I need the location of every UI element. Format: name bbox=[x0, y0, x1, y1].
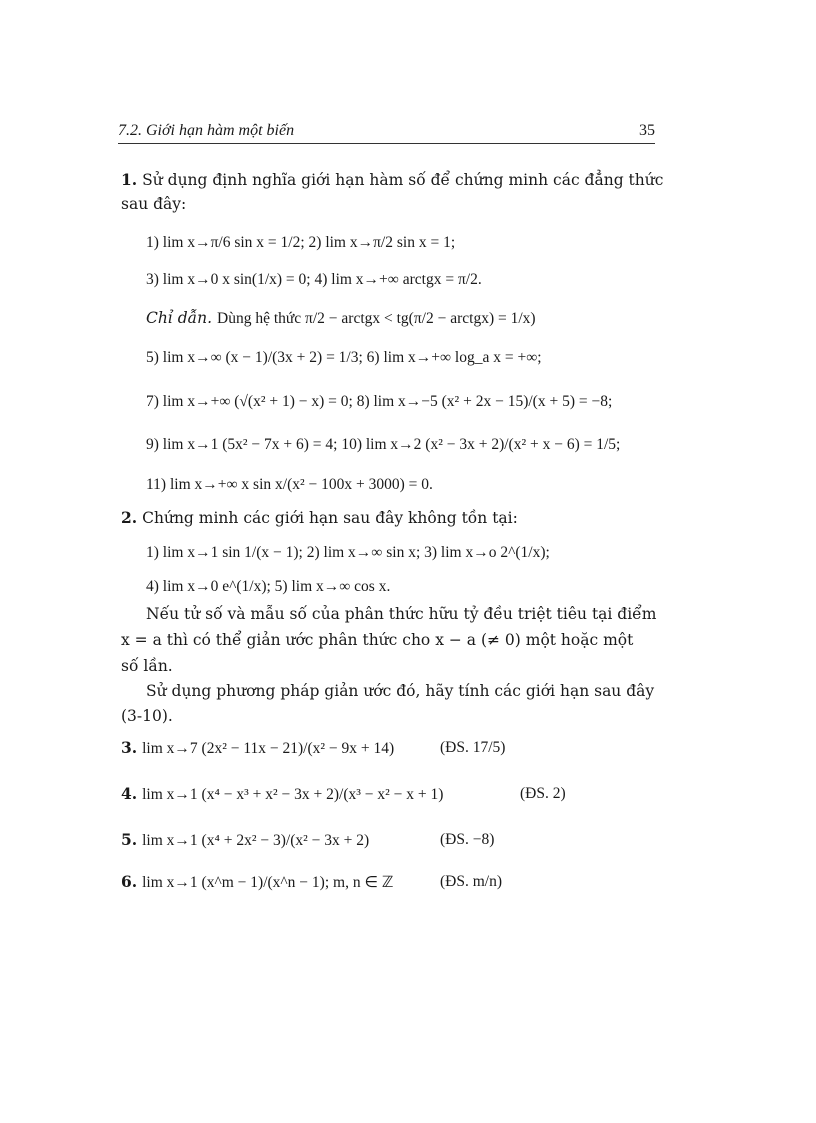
problem-1-item-9-10: 9) lim x→1 (5x² − 7x + 6) = 4; 10) lim x→2 (x² − 3x + 2)/(x² + x − 6) = 1/5; bbox=[146, 436, 621, 453]
problem-1-item-7-8: 7) lim x→+∞ (√(x² + 1) − x) = 0; 8) lim x→−5 (x² + 2x − 15)/(x + 5) = −8; bbox=[146, 393, 613, 410]
hint-text: Dùng hệ thức π/2 − arctgx < tg(π/2 − arctgx) = 1/x) bbox=[217, 310, 536, 327]
problem-1-item-11: 11) lim x→+∞ x sin x/(x² − 100x + 3000) = 0. bbox=[146, 476, 433, 493]
hint-label: Chỉ dẫn. bbox=[146, 309, 213, 327]
exercise-5-answer: (ĐS. −8) bbox=[440, 831, 495, 848]
problem-2-item-4-5: 4) lim x→0 e^(1/x); 5) lim x→∞ cos x. bbox=[146, 578, 391, 595]
exercise-3-number: 3. bbox=[121, 738, 138, 757]
problem-2-text: Chứng minh các giới hạn sau đây không tồn tại: bbox=[142, 509, 518, 527]
problem-1-item-5-6: 5) lim x→∞ (x − 1)/(3x + 2) = 1/3; 6) lim x→+∞ log_a x = +∞; bbox=[146, 349, 542, 366]
problem-1-intro-line1 bbox=[121, 170, 663, 190]
exercise-6-answer: (ĐS. m/n) bbox=[440, 873, 502, 890]
exercise-4 bbox=[121, 784, 443, 805]
problem-1-hint bbox=[146, 308, 536, 329]
paragraph-1-line-1: Nếu tử số và mẫu số của phân thức hữu tỷ đều triệt tiêu tại điểm bbox=[146, 605, 657, 623]
paragraph-1-line-3: số lần. bbox=[121, 657, 173, 675]
problem-2-number: 2. bbox=[121, 508, 138, 527]
exercise-6-expr: lim x→1 (x^m − 1)/(x^n − 1); m, n ∈ ℤ bbox=[142, 874, 394, 891]
page-number: 35 bbox=[639, 122, 655, 139]
header-rule bbox=[118, 143, 655, 144]
paragraph-2-line-1: Sử dụng phương pháp giản ước đó, hãy tính các giới hạn sau đây bbox=[146, 682, 655, 700]
exercise-3-answer: (ĐS. 17/5) bbox=[440, 739, 506, 756]
section-title: 7.2. Giới hạn hàm một biến bbox=[118, 122, 295, 139]
problem-1-item-3-4: 3) lim x→0 x sin(1/x) = 0; 4) lim x→+∞ arctgx = π/2. bbox=[146, 271, 482, 288]
problem-1-item-1-2: 1) lim x→π/6 sin x = 1/2; 2) lim x→π/2 sin x = 1; bbox=[146, 234, 456, 251]
exercise-5 bbox=[121, 830, 369, 851]
problem-2-intro bbox=[121, 508, 518, 528]
paragraph-1-line-2: x = a thì có thể giản ước phân thức cho x − a (≠ 0) một hoặc một bbox=[121, 631, 634, 649]
running-head bbox=[118, 122, 655, 142]
exercise-4-expr: lim x→1 (x⁴ − x³ + x² − 3x + 2)/(x³ − x² − x + 1) bbox=[142, 786, 444, 803]
exercise-3-expr: lim x→7 (2x² − 11x − 21)/(x² − 9x + 14) bbox=[142, 740, 395, 757]
problem-1-intro-line2: sau đây: bbox=[121, 195, 187, 213]
problem-2-item-1-3: 1) lim x→1 sin 1/(x − 1); 2) lim x→∞ sin x; 3) lim x→o 2^(1/x); bbox=[146, 544, 550, 561]
exercise-5-expr: lim x→1 (x⁴ + 2x² − 3)/(x² − 3x + 2) bbox=[142, 832, 370, 849]
exercise-6-number: 6. bbox=[121, 872, 138, 891]
exercise-3 bbox=[121, 738, 394, 759]
exercise-6 bbox=[121, 872, 393, 893]
problem-1-text-1: Sử dụng định nghĩa giới hạn hàm số để chứng minh các đẳng thức bbox=[142, 171, 664, 189]
exercise-4-number: 4. bbox=[121, 784, 138, 803]
problem-1-number: 1. bbox=[121, 170, 138, 189]
paragraph-2-line-2: (3-10). bbox=[121, 707, 173, 725]
exercise-4-answer: (ĐS. 2) bbox=[520, 785, 566, 802]
exercise-5-number: 5. bbox=[121, 830, 138, 849]
